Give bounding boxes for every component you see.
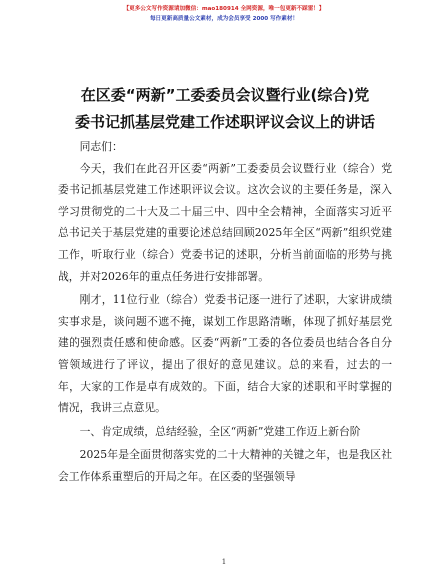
document-title-line-1: 在区委“两新”工委委员会议暨行业(综合)党 xyxy=(80,86,370,104)
page-number: 1 xyxy=(221,558,227,566)
body-paragraph: 刚才，11位行业（综合）党委书记逐一进行了述职，大家讲成绩实事求是，谈问题不遮不掩，谋划工作思路清晰，体现了抓好基层党建的强烈责任感和使命感。区委“两新”工委的各位委员也结合各自分管领域进行了评议，提出了很好的意见建议。总的来看，过去的一年，大家的工作是卓有成效的。下面，结合大家的述职和平时掌握的情况，我讲三点意见。 xyxy=(58,293,392,415)
section-heading: 一、肯定成绩，总结经验，全区“两新”党建工作迈上新台阶 xyxy=(79,424,361,438)
body-paragraph: 2025年是全面贯彻落实党的二十大精神的关键之年，也是我区社会工作体系重塑后的开局之年。在区委的坚强领导 xyxy=(58,448,392,483)
document-title xyxy=(50,82,400,136)
document-body xyxy=(58,136,392,488)
promo-header-line-1: 【更多公文写作资源请加微信：mao180914 全网资源，唯一包更新不踩雷！】 xyxy=(123,6,325,12)
body-paragraph: 今天，我们在此召开区委“两新”工委委员会议暨行业（综合）党委书记抓基层党建工作述职评议会议。这次会议的主要任务是，深入学习贯彻党的二十大及二十届三中、四中全会精神，全面落实习近平总书记关于基层党建的重要论述总结回顾2025年全区“两新”组织党建工作，听取行业（综合）党委书记的述职，分析当前面临的形势与挑战，并对2026年的重点任务进行安排部署。 xyxy=(58,161,392,283)
promo-header xyxy=(0,4,448,24)
promo-header-line-2: 每日更新高质量公文素材，成为会员享受 2000 写作素材！ xyxy=(149,16,299,22)
salutation: 同志们： xyxy=(79,140,123,153)
document-title-line-2: 委书记抓基层党建工作述职评议会议上的讲话 xyxy=(74,113,375,131)
